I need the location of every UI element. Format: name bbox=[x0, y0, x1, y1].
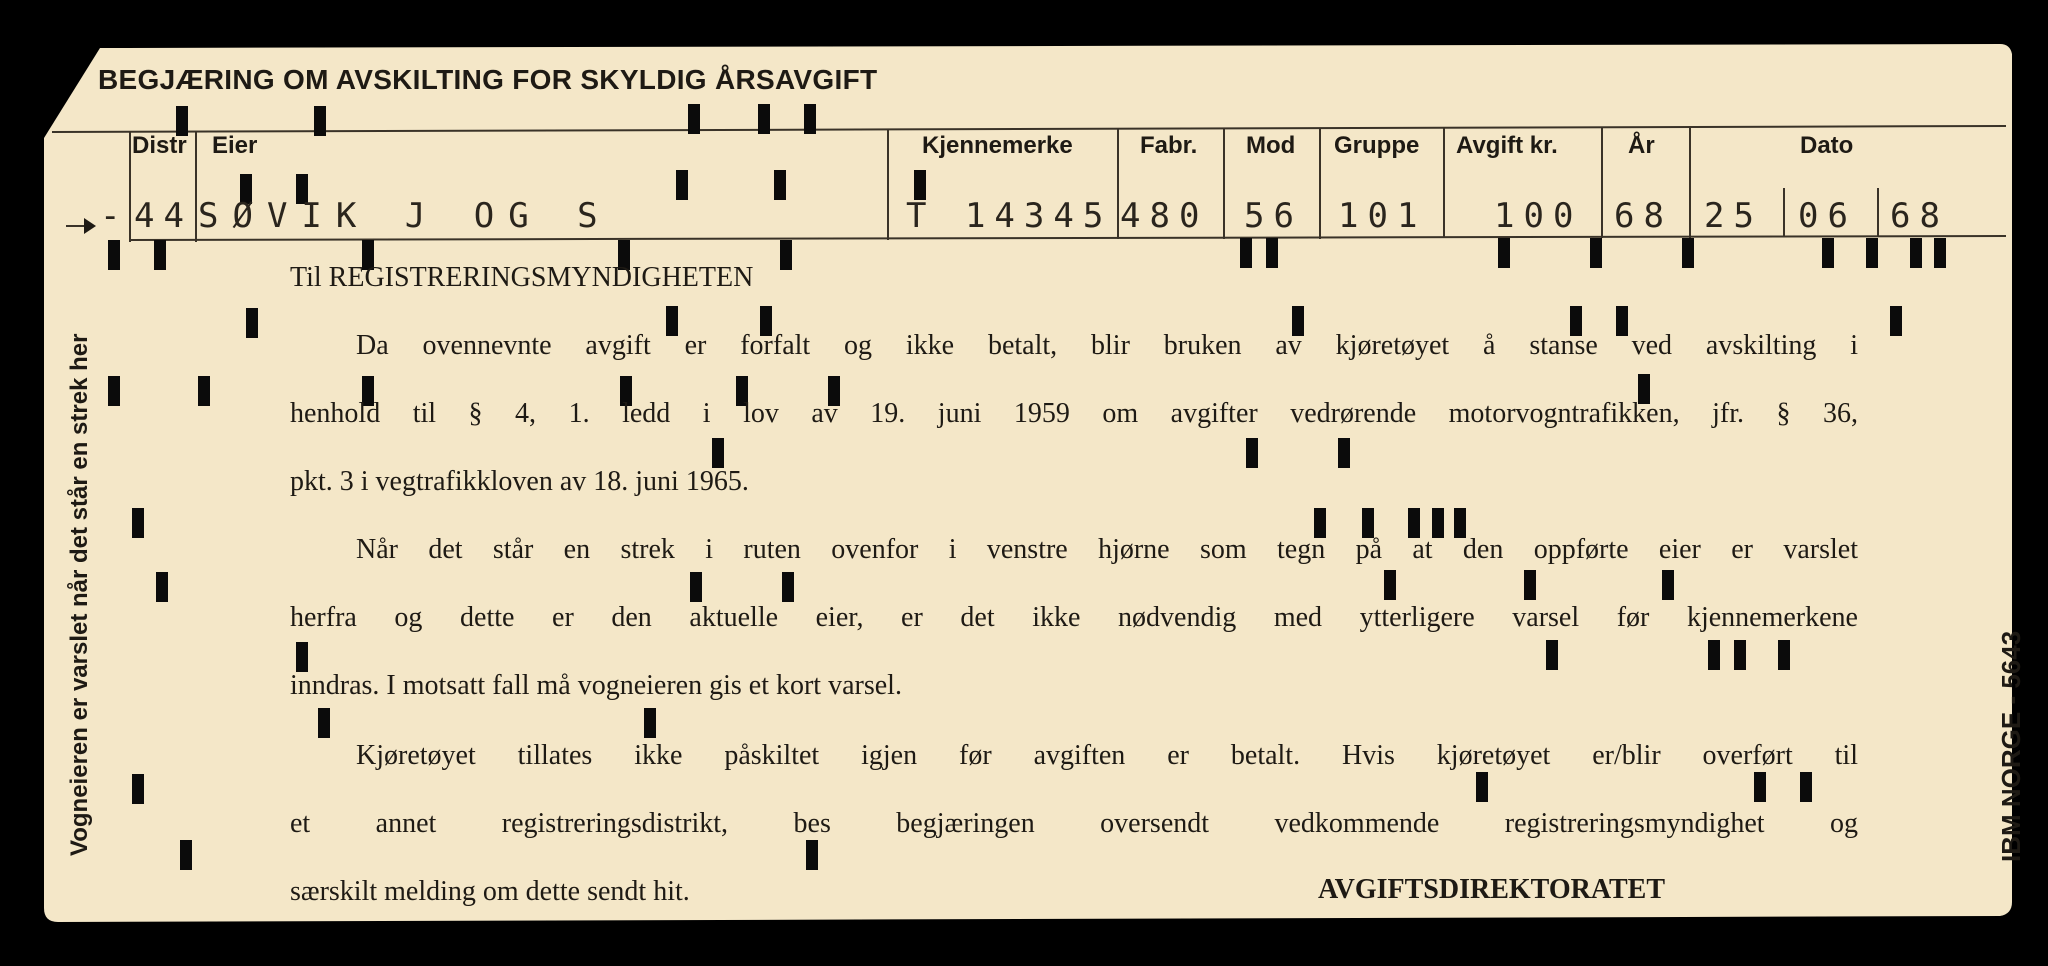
value-ar: 68 bbox=[1614, 196, 1673, 236]
addressee: Til REGISTRERINGSMYNDIGHETEN bbox=[290, 262, 754, 293]
punch-hole bbox=[198, 376, 210, 406]
punch-hole bbox=[180, 840, 192, 870]
value-avgift: 100 bbox=[1494, 196, 1583, 236]
value-dato-year: 68 bbox=[1890, 196, 1949, 236]
punch-hole bbox=[774, 170, 786, 200]
printer-mark: IBM NORGE - 5643 bbox=[1996, 630, 2026, 862]
header-avgift: Avgift kr. bbox=[1456, 132, 1558, 159]
paragraph-2-line-2: herfra og dette er den aktuelle eier, er det ikke nødvendig med ytterligere varsel før kjennemerkene bbox=[290, 602, 1858, 633]
punch-hole bbox=[1682, 238, 1694, 268]
punch-hole bbox=[246, 308, 258, 338]
paragraph-3-line-3: særskilt melding om dette sendt hit. bbox=[290, 876, 690, 907]
paragraph-2-line-1: Når det står en strek i ruten ovenfor i venstre hjørne som tegn på at den oppførte eier er varslet bbox=[356, 534, 1858, 565]
punch-hole bbox=[1662, 570, 1674, 600]
punch-hole bbox=[154, 240, 166, 270]
punch-hole bbox=[1708, 640, 1720, 670]
value-kjennemerke: T 14345 bbox=[906, 196, 1113, 236]
punch-hole bbox=[1910, 238, 1922, 268]
punch-hole bbox=[296, 642, 308, 672]
punch-hole bbox=[780, 240, 792, 270]
card-title: BEGJÆRING OM AVSKILTING FOR SKYLDIG ÅRSAVGIFT bbox=[98, 64, 878, 95]
header-ar: År bbox=[1628, 132, 1655, 159]
header-distr: Distr bbox=[132, 132, 187, 159]
header-fabr: Fabr. bbox=[1140, 132, 1198, 159]
value-eier: SØVIK J OG S bbox=[198, 196, 612, 236]
punch-hole bbox=[1866, 238, 1878, 268]
value-distr: 44 bbox=[134, 196, 193, 236]
punch-hole bbox=[132, 508, 144, 538]
value-mod: 56 bbox=[1244, 196, 1303, 236]
punch-hole bbox=[1734, 640, 1746, 670]
punch-hole bbox=[1246, 438, 1258, 468]
punch-hole bbox=[1890, 306, 1902, 336]
paragraph-3-line-2: et annet registreringsdistrikt, bes begjæringen oversendt vedkommende registreringsmyndighet og bbox=[290, 808, 1858, 839]
punch-hole bbox=[690, 572, 702, 602]
punch-hole bbox=[318, 708, 330, 738]
punch-hole bbox=[132, 774, 144, 804]
header-eier: Eier bbox=[212, 132, 258, 159]
punch-hole bbox=[758, 104, 770, 134]
punch-hole bbox=[108, 240, 120, 270]
header-mod: Mod bbox=[1246, 132, 1296, 159]
signature: AVGIFTSDIREKTORATET bbox=[1318, 874, 1665, 905]
punch-hole bbox=[314, 106, 326, 136]
punch-hole bbox=[1338, 438, 1350, 468]
header-gruppe: Gruppe bbox=[1334, 132, 1420, 159]
value-dash: - bbox=[100, 196, 130, 236]
paragraph-3-line-1: Kjøretøyet tillates ikke påskiltet igjen før avgiften er betalt. Hvis kjøretøyet er/blir overført til bbox=[356, 740, 1858, 771]
punch-hole bbox=[1754, 772, 1766, 802]
punch-hole bbox=[1934, 238, 1946, 268]
punch-hole bbox=[712, 438, 724, 468]
punch-hole bbox=[1778, 640, 1790, 670]
paragraph-1-line-1: Da ovennevnte avgift er forfalt og ikke betalt, blir bruken av kjøretøyet å stanse ved avskilting i bbox=[356, 330, 1858, 361]
punch-hole bbox=[782, 572, 794, 602]
punch-hole bbox=[688, 104, 700, 134]
value-dato-month: 06 bbox=[1798, 196, 1857, 236]
punch-hole bbox=[1476, 772, 1488, 802]
punch-hole bbox=[108, 376, 120, 406]
punch-hole bbox=[1240, 238, 1252, 268]
value-gruppe: 101 bbox=[1338, 196, 1427, 236]
punch-hole bbox=[1266, 238, 1278, 268]
value-fabr: 480 bbox=[1120, 196, 1209, 236]
punch-hole bbox=[804, 104, 816, 134]
punch-hole bbox=[806, 840, 818, 870]
punch-hole bbox=[1498, 238, 1510, 268]
paragraph-1-line-2: henhold til § 4, 1. ledd i lov av 19. juni 1959 om avgifter vedrørende motorvogntrafikken, jfr. § 36, bbox=[290, 398, 1858, 429]
punch-hole bbox=[156, 572, 168, 602]
punch-hole bbox=[1384, 570, 1396, 600]
punch-hole bbox=[644, 708, 656, 738]
paragraph-2-line-3: inndras. I motsatt fall må vogneieren gis et kort varsel. bbox=[290, 670, 902, 701]
punch-hole bbox=[1590, 238, 1602, 268]
punch-hole bbox=[1800, 772, 1812, 802]
header-kjennemerke: Kjennemerke bbox=[922, 132, 1073, 159]
value-dato-day: 25 bbox=[1704, 196, 1763, 236]
punch-hole bbox=[1524, 570, 1536, 600]
paragraph-1-line-3: pkt. 3 i vegtrafikkloven av 18. juni 1965. bbox=[290, 466, 749, 497]
punch-hole bbox=[1546, 640, 1558, 670]
side-notice-text: Vogneieren er varslet når det står en strek her bbox=[66, 333, 93, 856]
punch-hole bbox=[1822, 238, 1834, 268]
header-dato: Dato bbox=[1800, 132, 1854, 159]
punch-hole bbox=[676, 170, 688, 200]
